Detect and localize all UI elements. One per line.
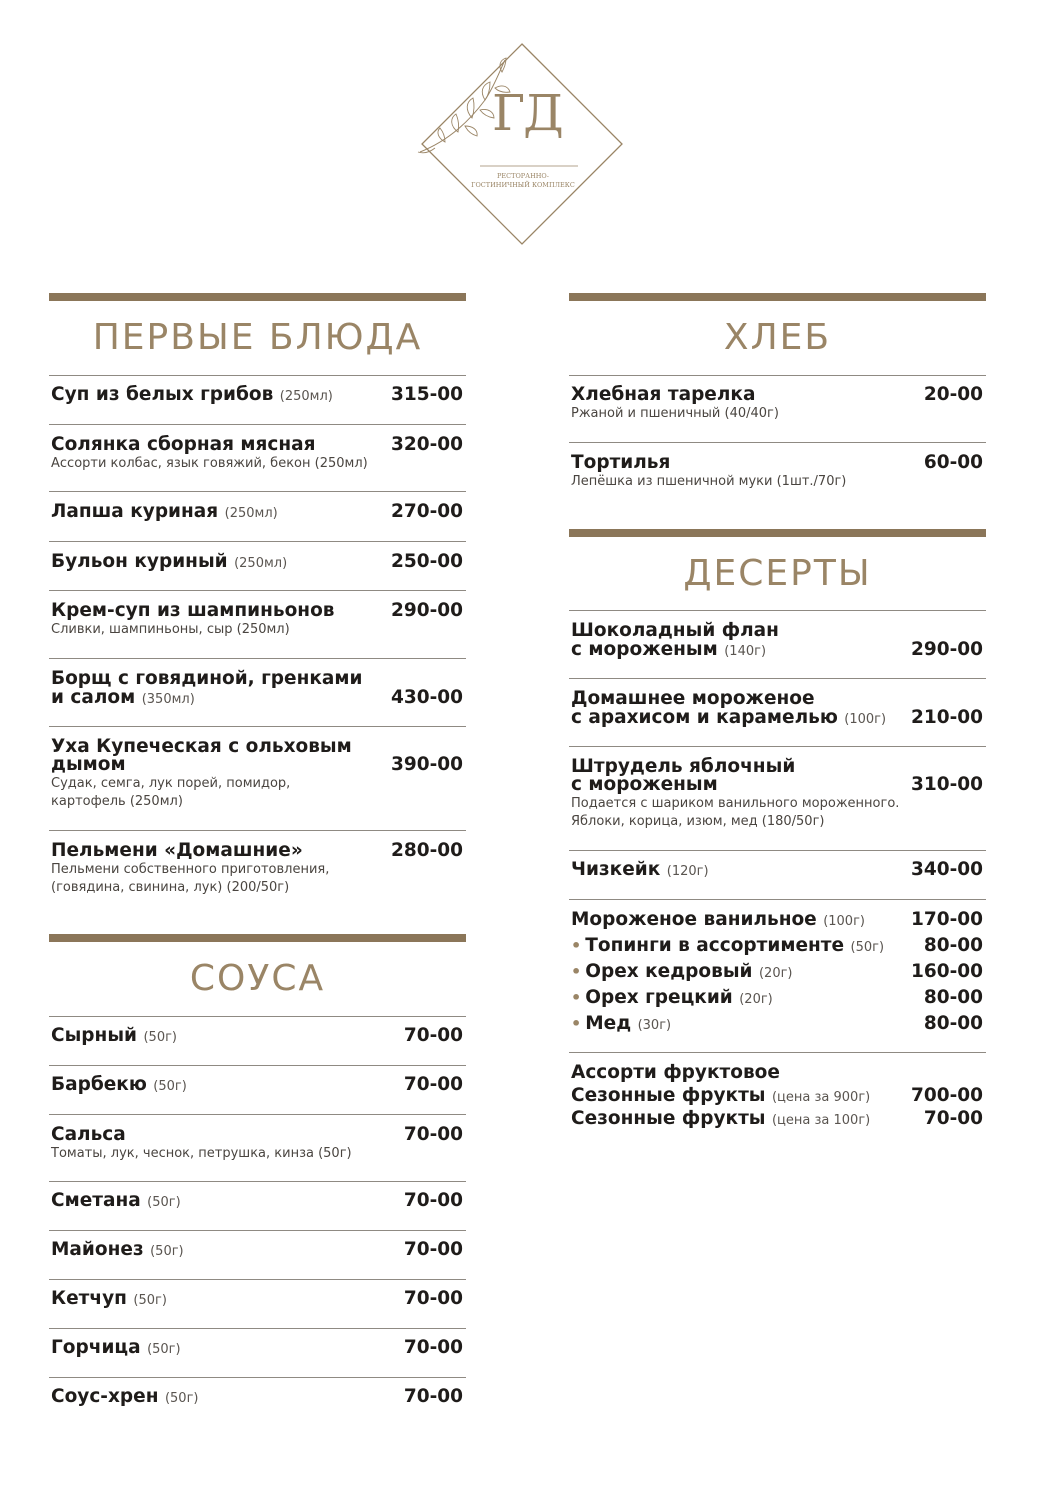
item-price: 70-00 [403, 1025, 463, 1046]
section-bread [569, 293, 986, 513]
item-name: Пельмени «Домашние» [51, 840, 303, 861]
item-name: Сырный (50г) [51, 1025, 177, 1046]
logo-subtitle: РЕСТОРАННО-ГОСТИНИЧНЫЙ КОМПЛЕКС [471, 172, 575, 189]
item-price: 70-00 [403, 1074, 463, 1095]
section-divider-bar [569, 529, 986, 537]
item-price: 210-00 [910, 707, 983, 728]
menu-item [49, 1016, 466, 1065]
item-price: 430-00 [390, 687, 463, 708]
sub-item-price: 160-00 [910, 961, 983, 982]
menu-item [49, 1065, 466, 1114]
section-title: СОУСА [189, 958, 326, 999]
menu-item [569, 442, 986, 512]
item-description: Ржаной и пшеничный (40/40г) [571, 406, 779, 421]
item-name: с арахисом и карамелью (100г) [571, 707, 887, 728]
item-description: Лепёшка из пшеничной муки (1шт./70г) [571, 474, 847, 489]
item-name: Суп из белых грибов (250мл) [51, 384, 333, 405]
item-name: Бульон куриный (250мл) [51, 551, 288, 572]
menu-item [49, 658, 466, 726]
sub-item-price: 80-00 [923, 935, 983, 956]
item-name: Крем-суп из шампиньонов [51, 600, 335, 621]
item-name: Борщ с говядиной, гренками [51, 668, 363, 689]
item-name: Домашнее мороженое [571, 688, 815, 709]
item-description: Судак, семга, лук порей, помидор, [51, 776, 291, 791]
sub-item-name: • Мед (30г) [571, 1013, 672, 1034]
item-name: Майонез (50г) [51, 1239, 184, 1260]
section-divider-bar [569, 293, 986, 301]
item-name: Сальса [51, 1124, 126, 1145]
item-price: 320-00 [390, 434, 463, 455]
item-name: Кетчуп (50г) [51, 1288, 167, 1309]
section-title: ДЕСЕРТЫ [683, 553, 872, 594]
item-name: с мороженым [571, 774, 718, 795]
bullet-icon: • [571, 962, 582, 981]
item-price: 70-00 [403, 1190, 463, 1211]
section-title: ХЛЕБ [723, 317, 832, 358]
section-divider-bar [49, 934, 466, 942]
item-description: Пельмени собственного приготовления, [51, 862, 330, 877]
item-name: Лапша куриная (250мл) [51, 501, 278, 522]
menu-item [569, 375, 986, 442]
item-name: Чизкейк (120г) [571, 859, 709, 880]
item-price: 290-00 [390, 600, 463, 621]
menu-item [569, 746, 986, 850]
menu-item [569, 850, 986, 899]
item-name: Горчица (50г) [51, 1337, 181, 1358]
item-price: 60-00 [923, 452, 983, 473]
item-name: Хлебная тарелка [571, 384, 756, 405]
section-first-courses [49, 293, 466, 900]
item-description: Томаты, лук, чеснок, петрушка, кинза (50г) [51, 1146, 352, 1161]
sub-item-price: 80-00 [923, 1013, 983, 1034]
item-price: 70-00 [403, 1239, 463, 1260]
leaf-diamond-icon [410, 40, 630, 250]
item-price: 170-00 [910, 909, 983, 930]
section-title: ПЕРВЫЕ БЛЮДА [92, 317, 423, 358]
item-name: с мороженым (140г) [571, 639, 767, 660]
item-price: 270-00 [390, 501, 463, 522]
sub-item-name: • Топинги в ассортименте (50г) [571, 935, 885, 956]
item-price: 280-00 [390, 840, 463, 861]
item-name: Сметана (50г) [51, 1190, 181, 1211]
item-description: картофель (250мл) [51, 794, 183, 809]
item-description: Яблоки, корица, изюм, мед (180/50г) [571, 814, 825, 829]
item-price: 390-00 [390, 754, 463, 775]
menu-item [49, 726, 466, 830]
sub-item-name: • Орех грецкий (20г) [571, 987, 773, 1008]
item-name: Тортилья [571, 452, 671, 473]
item-price: 310-00 [910, 774, 983, 795]
bullet-icon: • [571, 988, 582, 1007]
menu-item [569, 899, 986, 1052]
sub-item-price: 80-00 [923, 987, 983, 1008]
menu-item [49, 1279, 466, 1328]
restaurant-logo [410, 40, 630, 250]
item-description: Подается с шариком ванильного мороженного. [571, 796, 900, 811]
item-name: Мороженое ванильное (100г) [571, 909, 865, 930]
item-price: 250-00 [390, 551, 463, 572]
menu-item [49, 491, 466, 541]
item-price: 340-00 [910, 859, 983, 880]
menu-item [569, 678, 986, 746]
item-name: и салом (350мл) [51, 687, 195, 708]
item-name: Штрудель яблочный [571, 756, 796, 777]
bullet-icon: • [571, 1014, 582, 1033]
menu-item [49, 1328, 466, 1377]
item-price: 290-00 [910, 639, 983, 660]
section-sauces [49, 934, 466, 1424]
sub-item-name: • Орех кедровый (20г) [571, 961, 793, 982]
sub-item-name: Сезонные фрукты (цена за 100г) [571, 1108, 871, 1129]
sub-item-price: 70-00 [923, 1108, 983, 1129]
menu-item [49, 1230, 466, 1279]
item-name: Барбекю (50г) [51, 1074, 187, 1095]
item-name: Соус-хрен (50г) [51, 1386, 199, 1407]
item-price: 315-00 [390, 384, 463, 405]
item-name: дымом [51, 754, 126, 775]
menu-item [49, 424, 466, 491]
section-divider-bar [49, 293, 466, 301]
menu-item [569, 610, 986, 678]
menu-item [49, 375, 466, 424]
menu-item [49, 1377, 466, 1424]
item-price: 70-00 [403, 1337, 463, 1358]
menu-item [49, 1114, 466, 1181]
bullet-icon: • [571, 936, 582, 955]
item-name: Солянка сборная мясная [51, 434, 316, 455]
menu-item [49, 1181, 466, 1230]
sub-item-name: Сезонные фрукты (цена за 900г) [571, 1085, 871, 1106]
item-price: 70-00 [403, 1386, 463, 1407]
menu-item [569, 1052, 986, 1147]
section-desserts [569, 529, 986, 1149]
item-description: Ассорти колбас, язык говяжий, бекон (250мл) [51, 456, 368, 471]
menu-item [49, 590, 466, 658]
item-name: Ассорти фруктовое [571, 1062, 780, 1083]
item-name: Шоколадный флан [571, 620, 779, 641]
menu-item [49, 541, 466, 590]
item-price: 20-00 [923, 384, 983, 405]
item-description: (говядина, свинина, лук) (200/50г) [51, 880, 290, 895]
item-name: Уха Купеческая с ольховым [51, 736, 352, 757]
sub-item-price: 700-00 [910, 1085, 983, 1106]
item-description: Сливки, шампиньоны, сыр (250мл) [51, 622, 290, 637]
item-price: 70-00 [403, 1124, 463, 1145]
item-price: 70-00 [403, 1288, 463, 1309]
menu-item [49, 830, 466, 900]
logo-monogram: ГД [492, 84, 562, 142]
